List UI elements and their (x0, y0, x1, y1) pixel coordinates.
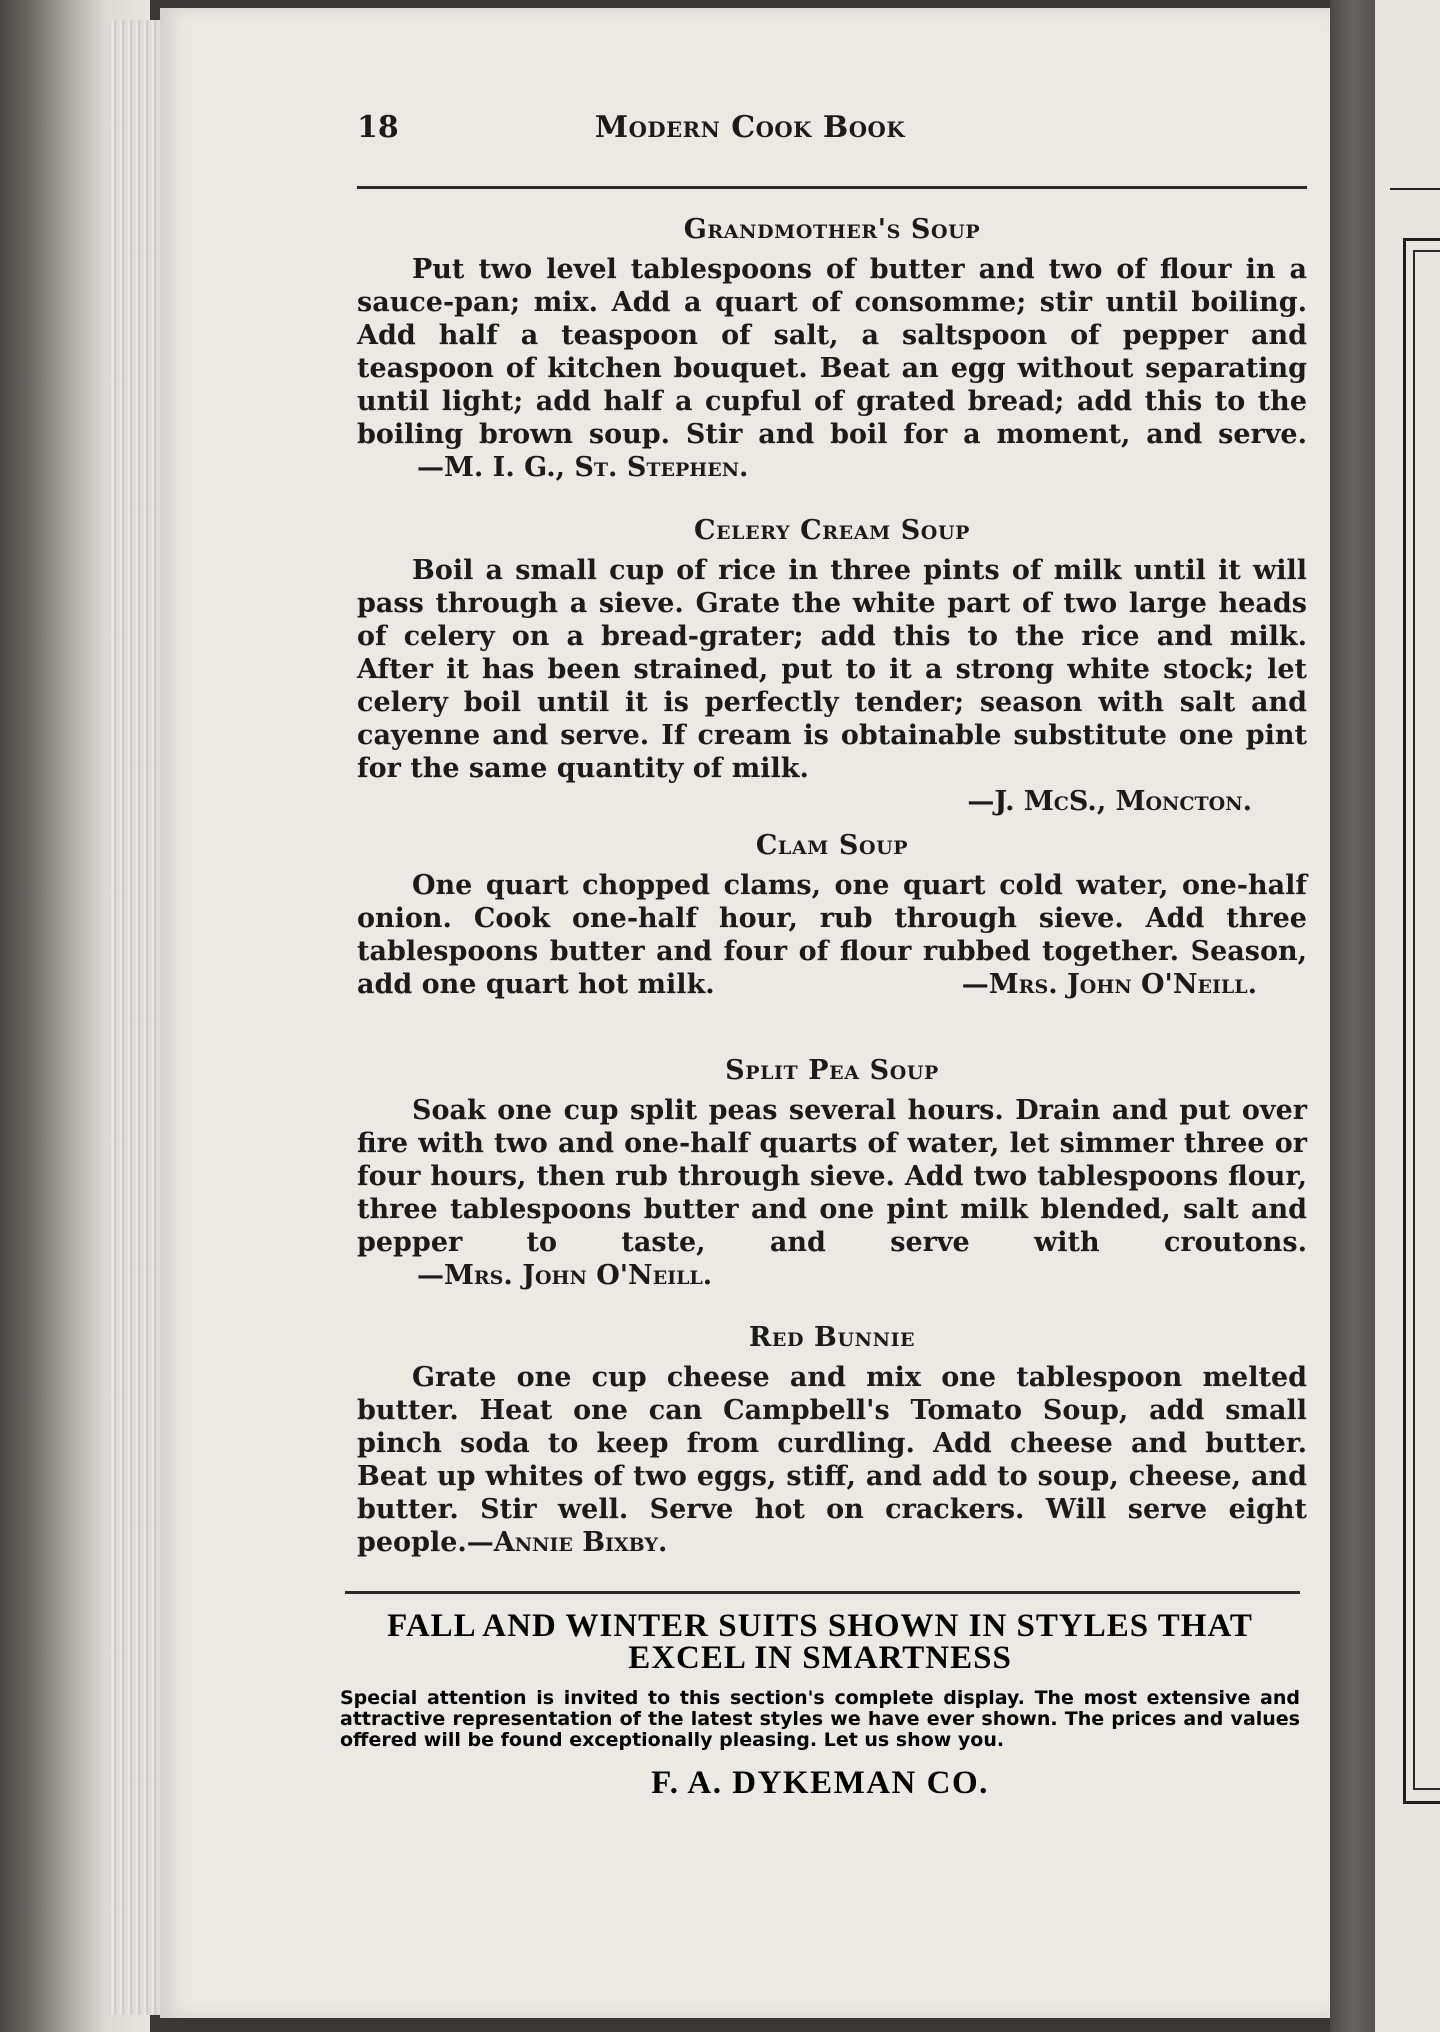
advertisement-company: F. A. DYKEMAN CO. (651, 1765, 989, 1801)
book-title: Modern Cook Book (594, 110, 906, 145)
advertisement-rule (345, 1591, 1300, 1594)
recipe-title: Split Pea Soup (725, 1055, 939, 1086)
advertisement-body: Special attention is invited to this section's complete display. The most extensive and attractive representation of the latest styles we have ever shown. The prices and values offered will be found exceptionally pleasing. Let us show you. (340, 1687, 1300, 1751)
recipe-credit: —Annie Bixby. (466, 1527, 668, 1558)
facing-page-edge (1375, 0, 1440, 2032)
recipe-body (357, 253, 1307, 484)
recipe-body (357, 869, 1307, 1001)
recipe-text: Put two level tablespoons of butter and two of flour in a sauce-pan; mix. Add a quart of consomme; stir until boiling. Add half a teaspoon of salt, a saltspoon of pepper and teaspoon of kitchen bouquet. Beat an egg without separating until light; add half a cupful of grated bread; add this to the boiling brown soup. Stir and boil for a moment, and serve. (357, 254, 1307, 450)
recipe-title: Grandmother's Soup (683, 214, 981, 245)
recipe-split-pea-soup (357, 1055, 1307, 1292)
recipe-title: Red Bunnie (748, 1322, 916, 1353)
page-content (195, 110, 1310, 1558)
recipe-grandmothers-soup (357, 214, 1307, 484)
running-head (195, 110, 1310, 160)
advertisement-headline: FALL AND WINTER SUITS SHOWN IN STYLES THAT EXCEL IN SMARTNESS (387, 1608, 1253, 1676)
recipe-red-bunnie (357, 1322, 1307, 1559)
recipe-credit: —Mrs. John O'Neill. (417, 1260, 713, 1291)
recipe-credit: —Mrs. John O'Neill. (961, 969, 1257, 1000)
recipe-body (357, 554, 1307, 818)
book-gutter (1330, 0, 1375, 2032)
recipe-text: One quart chopped clams, one quart cold water, one-half onion. Cook one-half hour, rub through sieve. Add three tablespoons butter and four of flour rubbed together. Season, add one quart hot milk. (357, 870, 1307, 1000)
facing-page-rule (1390, 188, 1440, 190)
recipe-body (357, 1094, 1307, 1292)
recipe-body (357, 1361, 1307, 1559)
recipe-celery-cream-soup (357, 515, 1307, 818)
facing-page-frame-inner (1413, 250, 1440, 1790)
recipe-clam-soup (357, 830, 1307, 1001)
recipe-text: Grate one cup cheese and mix one tablespoon melted butter. Heat one can Campbell's Tomato Soup, add small pinch soda to keep from curdling. Add cheese and butter. Beat up whites of two eggs, stiff, and add to soup, cheese, and butter. Stir well. Serve hot on crackers. Will serve eight people. (357, 1362, 1307, 1558)
recipe-credit: —M. I. G., St. Stephen. (417, 452, 749, 483)
recipe-title: Celery Cream Soup (693, 515, 971, 546)
recipe-credit: —J. McS., Moncton. (967, 786, 1252, 817)
recipe-title: Clam Soup (755, 830, 909, 861)
recipe-text: Soak one cup split peas several hours. Drain and put over fire with two and one-half quarts of water, let simmer three or four hours, then rub through sieve. Add two tablespoons flour, three tablespoons butter and one pint milk blended, salt and pepper to taste, and serve with croutons. (357, 1095, 1307, 1258)
page-number: 18 (357, 110, 399, 145)
header-rule (357, 186, 1307, 189)
advertisement (340, 1610, 1300, 1802)
recipe-text: Boil a small cup of rice in three pints of milk until it will pass through a sieve. Grate the white part of two large heads of celery on a bread-grater; add this to the rice and milk. After it has been strained, put to it a strong white stock; let celery boil until it is perfectly tender; season with salt and cayenne and serve. If cream is obtainable substitute one pint for the same quantity of milk. (357, 555, 1307, 784)
